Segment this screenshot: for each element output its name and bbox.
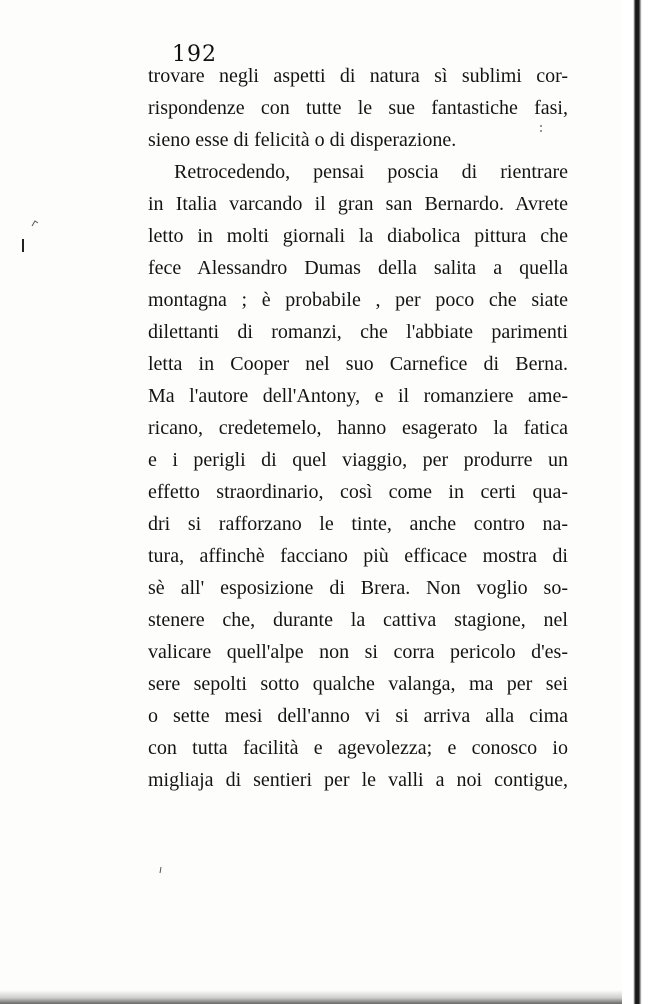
- text-line: dri si rafforzano le tinte, anche contro na-: [148, 513, 568, 535]
- text-line: Retrocedendo, pensai poscia di rientrare: [174, 161, 568, 183]
- text-line: ricano, credetemelo, hanno esagerato la fatica: [148, 417, 568, 439]
- text-line: con tutta facilità e agevolezza; e conosco io: [148, 737, 568, 759]
- page-bottom-edge: [0, 990, 622, 1004]
- text-line: migliaja di sentieri per le valli a noi contigue,: [148, 769, 568, 791]
- text-line: trovare negli aspetti di natura sì sublimi cor-: [148, 65, 568, 87]
- text-line: fece Alessandro Dumas della salita a quella: [148, 257, 568, 279]
- text-line: sieno esse di felicità o di disperazione.: [148, 129, 457, 151]
- body-text: [148, 60, 568, 796]
- ink-dot-mark: [158, 866, 164, 874]
- text-line: effetto straordinario, così come in certi qua-: [148, 481, 568, 503]
- ink-blot-mark: [20, 238, 26, 254]
- ink-dot-mark: [538, 124, 544, 134]
- text-line: stenere che, durante la cattiva stagione, nel: [148, 609, 568, 631]
- text-line: e i perigli di quel viaggio, per produrre un: [148, 449, 568, 471]
- page-number: 192: [172, 42, 217, 67]
- text-line: tura, affinchè facciano più efficace mostra di: [148, 545, 568, 567]
- text-line: valicare quell'alpe non si corra pericolo d'es-: [148, 641, 568, 663]
- text-line: letto in molti giornali la diabolica pittura che: [148, 225, 568, 247]
- text-line: in Italia varcando il gran san Bernardo. Avrete: [148, 193, 568, 215]
- binding-edge: [622, 0, 650, 1004]
- text-line: Ma l'autore dell'Antony, e il romanziere ame-: [148, 385, 568, 407]
- text-line: dilettanti di romanzi, che l'abbiate parimenti: [148, 321, 568, 343]
- text-line: sè all' esposizione di Brera. Non voglio so-: [148, 577, 568, 599]
- text-line: rispondenze con tutte le sue fantastiche fasi,: [148, 97, 568, 119]
- text-line: sere sepolti sotto qualche valanga, ma per sei: [148, 673, 568, 695]
- text-line: montagna ; è probabile , per poco che siate: [148, 289, 568, 311]
- text-line: letta in Cooper nel suo Carnefice di Berna.: [148, 353, 568, 375]
- text-line: o sette mesi dell'anno vi si arriva alla cima: [148, 705, 568, 727]
- ink-speck-mark: [30, 218, 40, 228]
